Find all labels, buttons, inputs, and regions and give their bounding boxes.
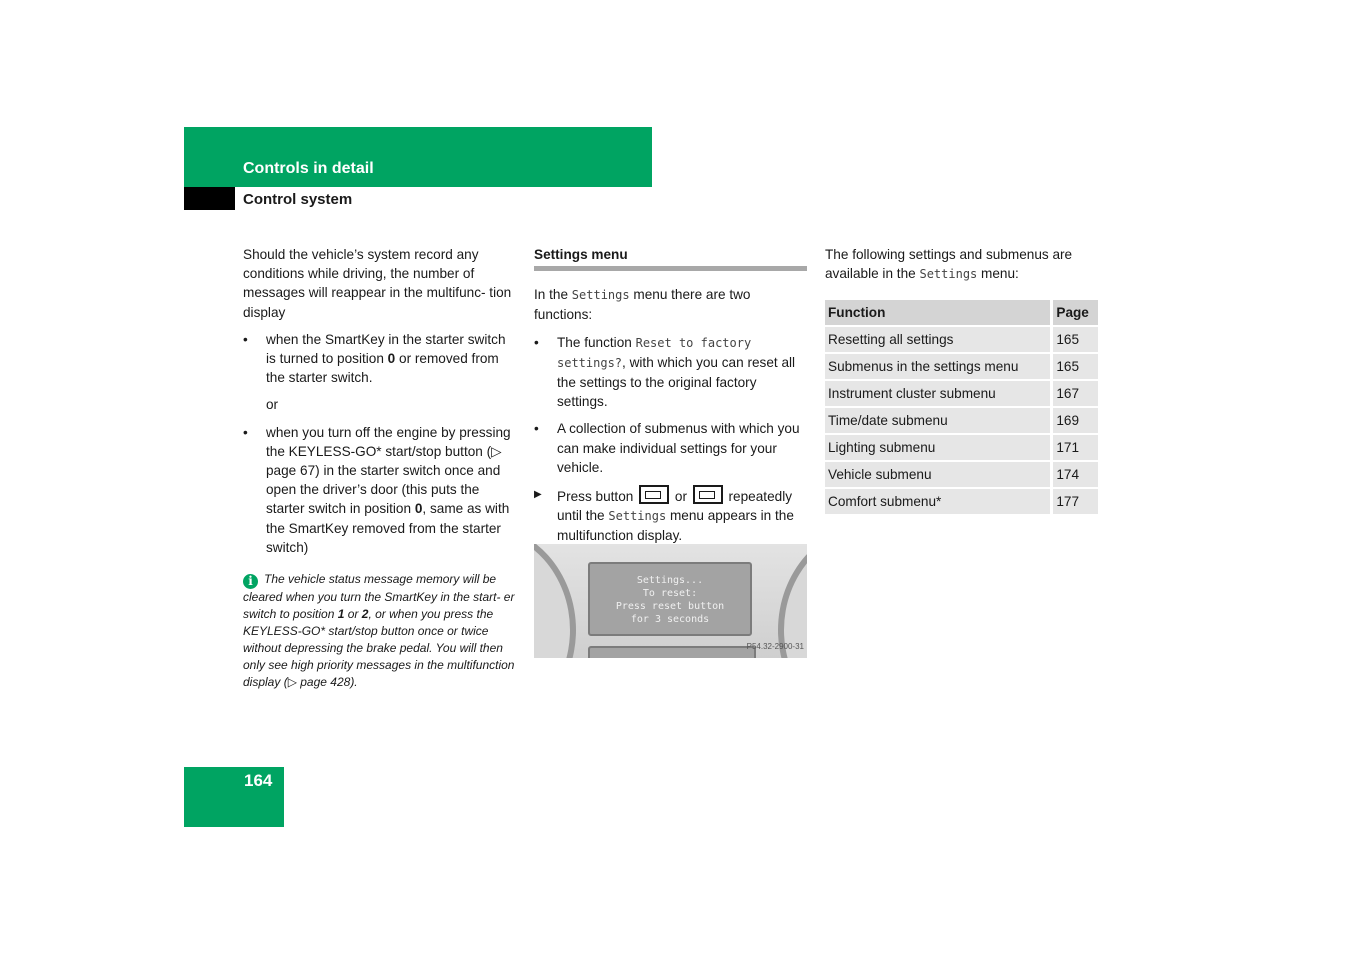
settings-heading: Settings menu [534, 245, 807, 271]
bullet-dot: • [243, 424, 248, 440]
display-lower-screen [588, 646, 756, 658]
page-number: 164 [244, 771, 273, 790]
or-text: or [266, 397, 279, 413]
settings-intro: In the Settings menu there are two functions: [534, 287, 751, 323]
display-screen: Settings... To reset: Press reset button for 3 seconds [588, 562, 752, 636]
info-icon: i [243, 574, 258, 589]
table-row: Lighting submenu 171 [825, 435, 1098, 460]
table-row: Instrument cluster submenu 167 [825, 381, 1098, 406]
step-arrow-icon: ▶ [534, 489, 542, 501]
list-item: • The function Reset to factory settings?, with which you can reset all the settings to the original factory settings. [534, 334, 796, 410]
list-item: • when you turn off the engine by pressing the KEYLESS-GO* start/stop button (▷ page 67) in the starter switch once and open the driver’s door (this puts the starter switch in position 0, same as with the SmartKey removed from the starter switch) [243, 424, 511, 555]
bullet-dot: • [243, 331, 248, 347]
list-item: • when the SmartKey in the starter switch is turned to position 0 or removed from the starter switch. [243, 331, 506, 386]
next-button-icon [639, 485, 669, 504]
column-middle [534, 245, 807, 554]
list-item: • A collection of submenus with which you can make individual settings for your vehicle. [534, 421, 800, 475]
table-row: Vehicle submenu 174 [825, 462, 1098, 487]
header-function: Function [825, 300, 1050, 325]
header-tab [184, 187, 235, 210]
table-header-row [825, 300, 1098, 325]
instruction-step: ▶ Press button or repeatedly until the Settings menu appears in the multifunction display. [534, 485, 807, 546]
page-reference[interactable]: ▷ page 428 [287, 675, 351, 690]
gauge-left [534, 544, 576, 658]
previous-button-icon [693, 485, 723, 504]
table-row: Time/date submenu 169 [825, 408, 1098, 433]
table-row: Submenus in the settings menu 165 [825, 354, 1098, 379]
multifunction-display-image [534, 544, 807, 658]
bullet-dot: • [534, 421, 539, 437]
page-reference[interactable]: ▷ page 67 [266, 443, 502, 479]
table-row: Comfort submenu* 177 [825, 489, 1098, 514]
table-row: Resetting all settings 165 [825, 327, 1098, 352]
info-note: i The vehicle status message memory will be cleared when you turn the SmartKey in the start- er switch to position 1 or 2, or when you press the KEYLESS-GO* start/stop button once or twice without depressing the brake pedal. You will then only see high priority messages in the multifunction display (▷ page 428). [243, 572, 515, 690]
column-left [243, 245, 518, 691]
section-title: Controls in detail [243, 160, 374, 177]
intro-paragraph: Should the vehicle’s system record any conditions while driving, the number of messages will reappear in the multifunc- tion display [243, 247, 512, 320]
bullet-dot: • [534, 334, 539, 350]
subsection-title: Control system [243, 191, 353, 208]
table-intro: The following settings and submenus are available in the Settings menu: [825, 247, 1073, 282]
image-code: P54.32-2900-31 [746, 641, 804, 651]
column-right [825, 245, 1098, 516]
header-page: Page [1050, 300, 1098, 325]
settings-table [825, 298, 1098, 516]
